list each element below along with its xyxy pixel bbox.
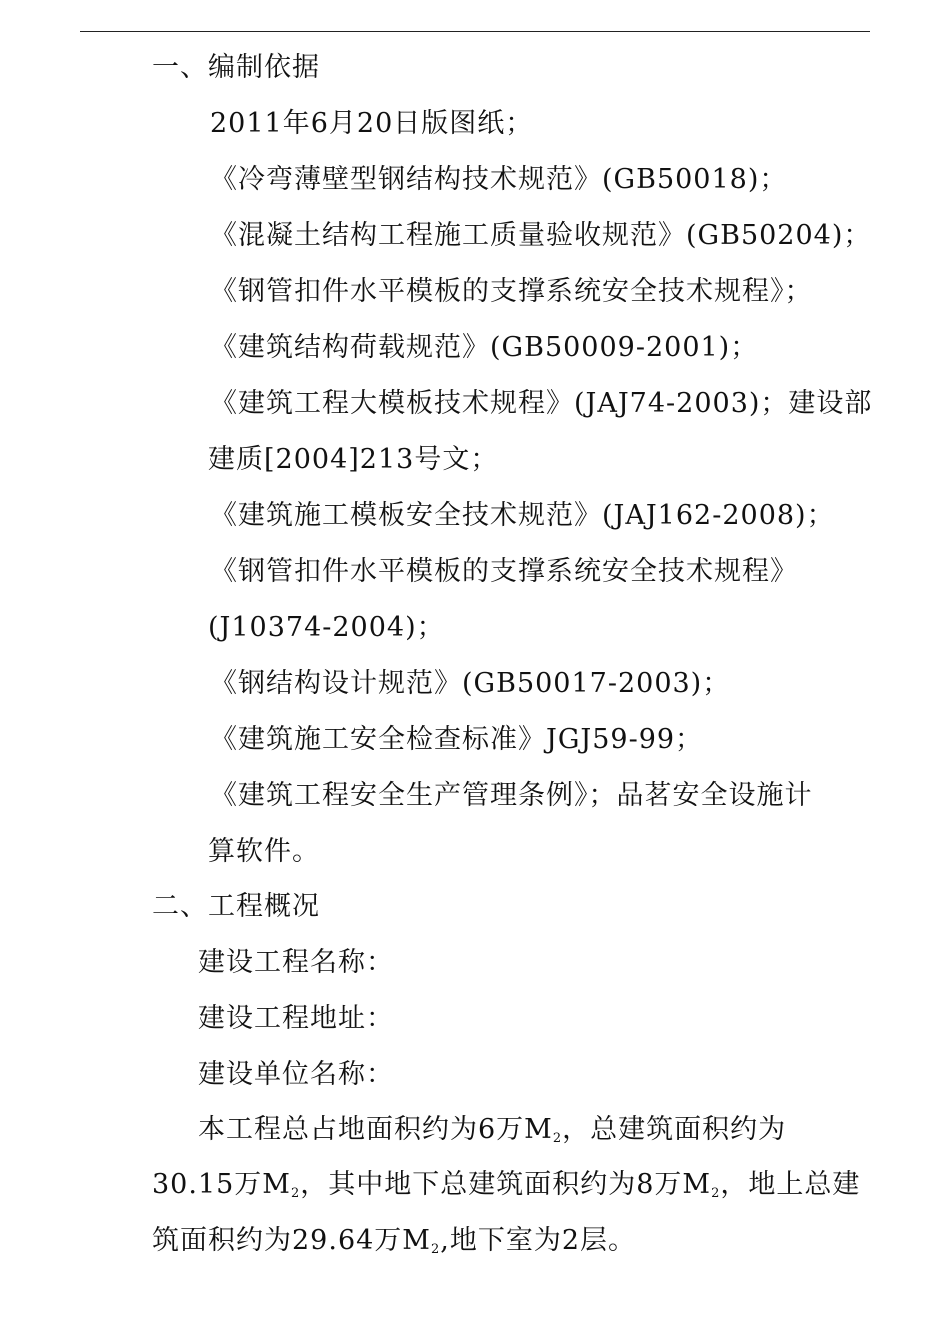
reference-item-continuation: (J10374-2004)； — [208, 612, 445, 643]
area-text: ，总建筑面积约为 — [562, 1114, 787, 1145]
area-text: 筑面积约为29.64万M — [152, 1225, 431, 1256]
header-rule — [80, 31, 870, 32]
area-paragraph-line-1 — [198, 1110, 786, 1159]
developer-name-field: 建设单位名称： — [198, 1059, 394, 1090]
reference-item-continuation: 算软件。 — [208, 836, 320, 867]
reference-item: 《混凝土结构工程施工质量验收规范》(GB50204)； — [210, 220, 872, 251]
project-address-field: 建设工程地址： — [198, 1003, 394, 1034]
section-heading-basis: 一、编制依据 — [152, 52, 320, 83]
unit-subscript: 2 — [711, 1186, 721, 1201]
reference-item: 《建筑施工安全检查标准》JGJ59-99； — [210, 724, 704, 755]
area-paragraph-line-2 — [152, 1165, 860, 1214]
area-paragraph-line-3 — [152, 1221, 636, 1270]
reference-item: 《冷弯薄壁型钢结构技术规范》(GB50018)； — [210, 164, 788, 195]
reference-item: 《建筑工程大模板技术规程》(JAJ74-2003)；建设部 — [210, 388, 873, 419]
area-text: ,地下室为2层。 — [440, 1225, 636, 1256]
reference-item: 《建筑结构荷载规范》(GB50009-2001)； — [210, 332, 759, 363]
reference-item: 《建筑施工模板安全技术规范》(JAJ162-2008)； — [210, 500, 835, 531]
unit-subscript: 2 — [430, 1242, 441, 1257]
unit-subscript: 2 — [290, 1186, 301, 1201]
reference-item: 《建筑工程安全生产管理条例》；品茗安全设施计 — [210, 780, 813, 811]
section-heading-overview: 二、工程概况 — [152, 891, 320, 922]
area-text: ，其中地下总建筑面积约为8万M — [300, 1169, 712, 1200]
area-text: 本工程总占地面积约为6万M — [198, 1114, 553, 1145]
area-text: 30.15万M — [152, 1169, 291, 1200]
reference-item: 2011年6月20日版图纸； — [210, 108, 534, 139]
reference-item: 《钢管扣件水平模板的支撑系统安全技术规程》 — [210, 556, 798, 587]
reference-item: 《钢结构设计规范》(GB50017-2003)； — [210, 668, 731, 699]
reference-item: 《钢管扣件水平模板的支撑系统安全技术规程》； — [210, 276, 813, 307]
area-text: ，地上总建 — [720, 1169, 861, 1200]
unit-subscript: 2 — [552, 1131, 563, 1146]
reference-item-continuation: 建质[2004]213号文； — [208, 444, 499, 475]
project-name-field: 建设工程名称： — [198, 947, 394, 978]
